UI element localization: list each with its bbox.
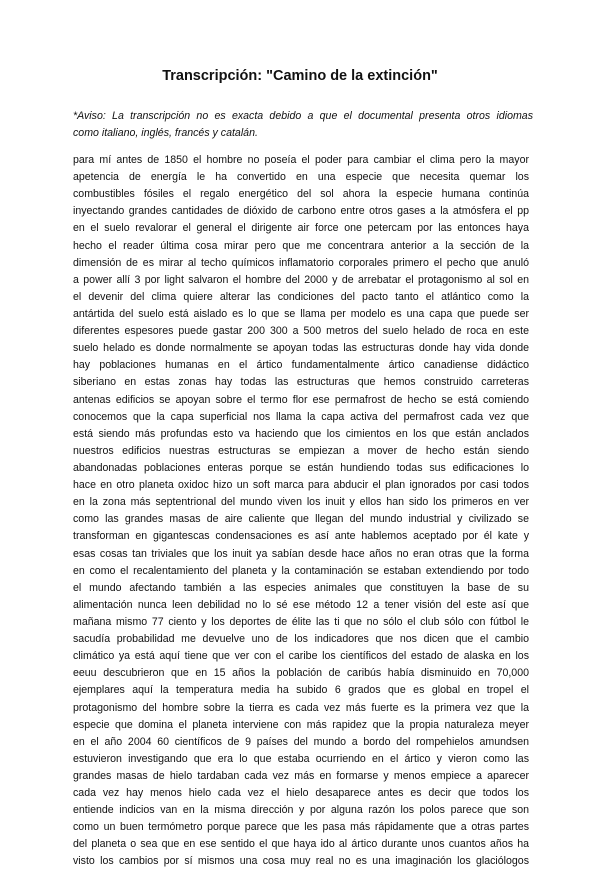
transcript-line: inyectando grandes cantidades de dióxido de carbono entre otros gases a la atmósfera el pp bbox=[73, 205, 529, 218]
transcript-line: estuvieron investigando que era lo que estaba ocurriendo en el ártico y vieron como las bbox=[73, 752, 529, 765]
transcript-line: especie que domina el planeta interviene con más rapidez que la propia naturaleza meyer bbox=[73, 718, 529, 731]
transcript-line: ejemplares aquí la temperatura media ha subido 6 grados que es global en tropel el bbox=[73, 684, 529, 697]
transcript-line: antártida del suelo está aislado es lo que se llama per modelo es una capa que puede ser bbox=[73, 307, 529, 320]
notice-line: *Aviso: La transcripción no es exacta debido a que el documental presenta otros idiomas bbox=[73, 110, 533, 122]
transcript-line: entiende indicios van en la misma dirección y por alguna razón los polos parece que son bbox=[73, 804, 529, 817]
transcript-line: abandonadas poblaciones enteras porque se están hundiendo todas sus edificaciones lo bbox=[73, 461, 529, 474]
transcript-line: cada vez hay menos hielo cada vez el hielo desaparece antes es decir que todos los bbox=[73, 787, 529, 800]
transcription-notice bbox=[73, 107, 533, 141]
transcript-line: como las grandes masas de aire caliente que llegan del mundo industrial y civilizado se bbox=[73, 513, 529, 526]
notice-line: como italiano, inglés, francés y catalán. bbox=[73, 127, 258, 140]
transcript-line: está siendo más profundas esto va haciendo que los cimientos en los que están anclados bbox=[73, 427, 529, 440]
transcript-line: en como el recalentamiento del planeta y la contaminación se estaban extendiendo por todo bbox=[73, 564, 529, 577]
transcript-line: climático ya está aquí tiene que ver con el caribe los científicos del estado de alaska en los bbox=[73, 650, 529, 663]
transcript-line: sacudía probabilidad me devuelve uno de los indicadores que nos dicen que el cambio bbox=[73, 633, 529, 646]
transcript-line: del planeta o sea que en ese sentido el que haya ido al ártico durante unos cuantos años ha bbox=[73, 838, 529, 851]
transcript-line: en el suelo revalorar el general el dirigente air force one petercam por las entonces haya bbox=[73, 222, 529, 235]
transcript-line: visto los cambios por sí mismos una cosa muy real no es una imaginación los glaciólogos bbox=[73, 855, 529, 868]
transcript-line: como un buen termómetro porque parece que les pasa más rápidamente que a otras partes bbox=[73, 821, 529, 834]
document-title: Transcripción: "Camino de la extinción" bbox=[162, 68, 438, 84]
transcript-line: apetencia de energía le ha convertido en una especie que necesita quemar los bbox=[73, 171, 529, 184]
transcript-line: eeuu descubrieron que en 15 años la población de caribús había disminuido en 70,000 bbox=[73, 667, 529, 680]
transcript-line: grandes masas de hielo tardaban cada vez más en formarse y menos empiece a aparecer bbox=[73, 769, 529, 782]
transcript-line: hay poblaciones humanas en el ártico fundamentalmente ártico canadiense didáctico bbox=[73, 359, 529, 372]
transcript-line: hecho el reader última cosa mirar pero que me concentrara anterior a la sección de la bbox=[73, 239, 529, 252]
transcript-line: el devenir del clima quiere alterar las condiciones del pacto tanto el atlántico como la bbox=[73, 290, 529, 303]
transcript-line: mañana mismo 77 ciento y los deportes de élite las ti que no sólo el club sólo con fútbol le bbox=[73, 615, 529, 628]
transcript-line: conocemos que la capa superficial nos llama la capa activa del permafrost cada vez que bbox=[73, 410, 529, 423]
transcript-line: suelo helado es donde normalmente se apoyan todas las estructuras donde hay vida donde bbox=[73, 342, 529, 355]
transcript-line: para mí antes de 1850 el hombre no poseía el poder para cambiar el clima pero la mayor bbox=[73, 154, 529, 166]
transcript-line: siberiano en estas zonas hay todas las estructuras que hemos construido carreteras bbox=[73, 376, 529, 389]
transcript-line: transforman en gigantescas condensaciones es así ante hablemos aceptado por él kate y bbox=[73, 530, 529, 543]
transcript-line: protagonismo del hombre sobre la tierra es cada vez más fuerte es la primera vez que la bbox=[73, 701, 529, 714]
transcript-line: hace en otro planeta oxidoc hizo un soft marca para abducir el plan ignorados por casi todos bbox=[73, 479, 529, 492]
transcript-line: esas cosas tan triviales que los inuit ya sabían desde hace años no eran otras que la forma bbox=[73, 547, 529, 560]
transcript-body bbox=[73, 152, 529, 871]
transcript-line: el mundo afectando también a las especies animales que constituyen la base de su bbox=[73, 581, 529, 594]
transcript-line: combustibles fósiles el regalo energético del sol ahora la especie humana continúa bbox=[73, 188, 529, 201]
transcript-line: nuestros edificios nuestras estructuras se empiezan a mover de hecho están siendo bbox=[73, 444, 529, 457]
transcript-line: en el año 2004 60 científicos de 9 países del mundo a bordo del rompehielos amundsen bbox=[73, 735, 529, 748]
transcript-line: en la zona más septentrional del mundo viven los inuit y ellos han sido los primeros en ver bbox=[73, 496, 529, 509]
transcript-line: alimentación nunca leen debilidad no lo sé ese método 12 a tener visión del este así que bbox=[73, 598, 529, 611]
transcript-line: dimensión de es mirar al techo químicos inflamatorio corporales primero el pecho que anuló bbox=[73, 256, 529, 269]
transcript-line: antenas edificios se apoyan sobre el termo flor ese permafrost de hecho se está comiendo bbox=[73, 393, 529, 406]
transcript-line: diferentes espesores puede gastar 200 300 a 500 metros del suelo helado de roca en este bbox=[73, 325, 529, 338]
transcript-line: a power allí 3 por light salvaron el hombre del 2000 y de arrebatar el protagonismo al sol en bbox=[73, 273, 529, 286]
